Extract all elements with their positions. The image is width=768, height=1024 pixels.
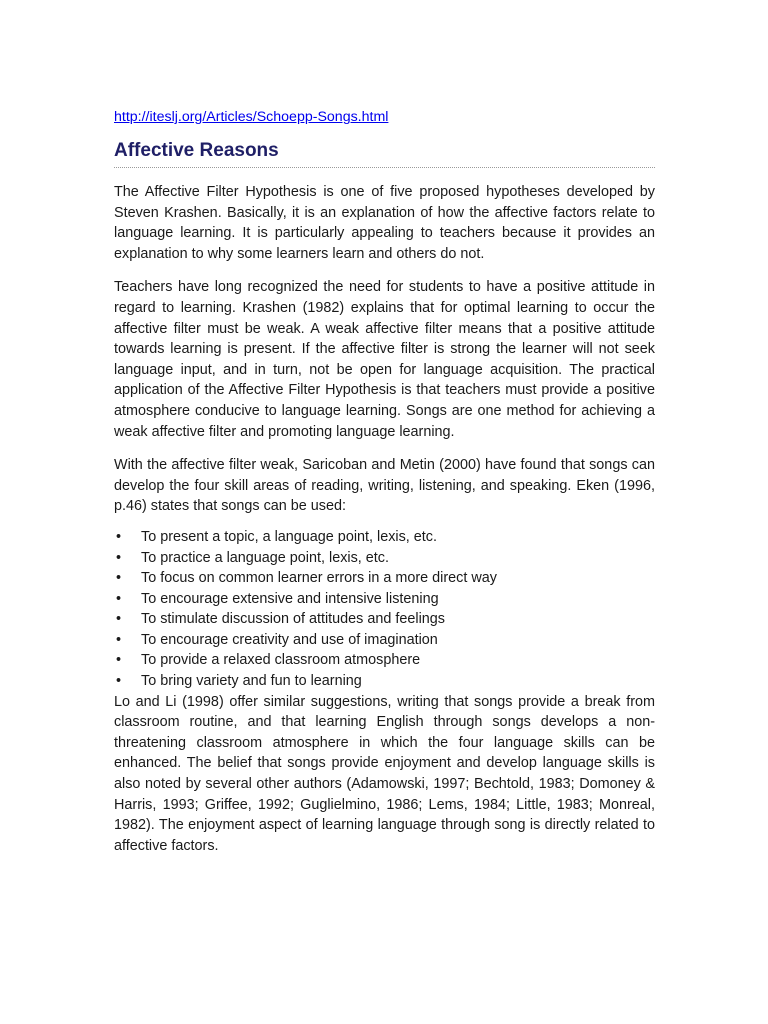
section-heading: Affective Reasons (114, 138, 655, 168)
bullet-icon: • (116, 611, 122, 628)
uses-list (114, 527, 655, 692)
bullet-icon: • (116, 549, 122, 566)
bullet-icon: • (116, 570, 122, 587)
document-page (114, 108, 655, 856)
list-item-text: To encourage extensive and intensive listening (141, 590, 439, 607)
list-item (114, 630, 655, 651)
bullet-icon: • (116, 673, 122, 690)
list-item (114, 609, 655, 630)
paragraph-intro: The Affective Filter Hypothesis is one of five proposed hypotheses developed by Steven Krashen. Basically, it is an explanation of how the affective factors relate to language learning. It is particularly appealing to teachers because it provides an explanation to why some learners learn and others do not. (114, 184, 655, 262)
list-item (114, 568, 655, 589)
bullet-icon: • (116, 631, 122, 648)
list-item-text: To present a topic, a language point, lexis, etc. (141, 528, 437, 545)
list-item-text: To stimulate discussion of attitudes and feelings (141, 611, 445, 628)
list-item (114, 650, 655, 671)
list-item (114, 527, 655, 548)
bullet-icon: • (116, 652, 122, 669)
source-link[interactable]: http://iteslj.org/Articles/Schoepp-Songs.html (114, 109, 389, 125)
list-item-text: To bring variety and fun to learning (141, 673, 362, 690)
list-item (114, 589, 655, 610)
bullet-icon: • (116, 590, 122, 607)
bullet-icon: • (116, 528, 122, 545)
paragraph-skills: With the affective filter weak, Saricoban and Metin (2000) have found that songs can develop the four skill areas of reading, writing, listening, and speaking. Eken (1996, p.46) states that songs can be used: (114, 457, 655, 515)
list-item (114, 671, 655, 692)
paragraph-krashen: Teachers have long recognized the need for students to have a positive attitude in regard to learning. Krashen (1982) explains that for optimal learning to occur the affective filter must be weak. A weak affective filter means that a positive attitude towards learning is present. If the affective filter is strong the learner will not seek language input, and in turn, not be open for language acquisition. The practical application of the Affective Filter Hypothesis is that teachers must provide a positive atmosphere conducive to language learning. Songs are one method for achieving a weak affective filter and promoting language learning. (114, 279, 655, 440)
list-item-text: To encourage creativity and use of imagination (141, 631, 438, 648)
paragraph-closing: Lo and Li (1998) offer similar suggestions, writing that songs provide a break from classroom routine, and that learning English through songs develops a non-threatening classroom atmosphere in which the four language skills can be enhanced. The belief that songs provide enjoyment and develop language skills is also noted by several other authors (Adamowski, 1997; Bechtold, 1983; Domoney & Harris, 1993; Griffee, 1992; Guglielmino, 1986; Lems, 1984; Little, 1983; Monreal, 1982). The enjoyment aspect of learning language through song is directly related to affective factors. (114, 693, 655, 854)
list-item-text: To focus on common learner errors in a more direct way (141, 570, 497, 587)
list-item-text: To provide a relaxed classroom atmosphere (141, 652, 421, 669)
list-item (114, 548, 655, 569)
list-item-text: To practice a language point, lexis, etc. (141, 549, 389, 566)
